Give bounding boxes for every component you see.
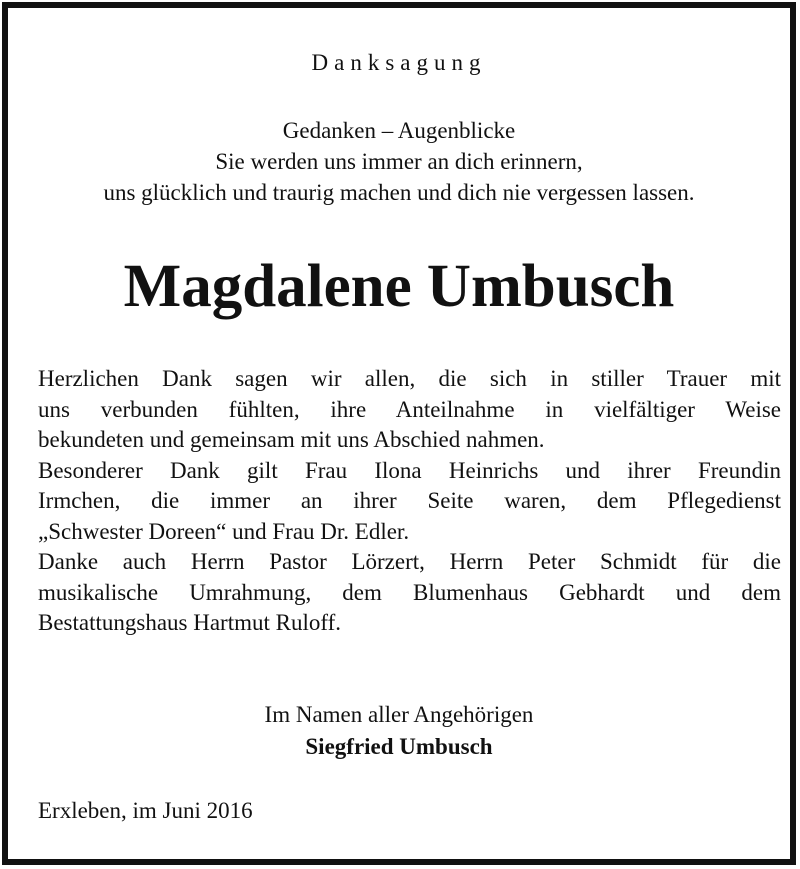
closing-phrase: Im Namen aller Angehörigen [264,702,534,727]
thanks-text [38,364,781,639]
signature-block [8,699,790,763]
thanks-line: Bestattungshaus Hartmut Ruloff. [38,610,342,635]
thanks-line: Besonderer Dank gilt Frau Ilona Heinrichs und ihrer Freundin [38,457,781,483]
place-date: Erxleben, im Juni 2016 [38,798,253,823]
signer-name: Siegfried Umbusch [305,734,493,759]
thanks-line: musikalische Umrahmung, dem Blumenhaus Gebhardt und dem [38,579,781,605]
thanks-line: Irmchen, die immer an ihrer Seite waren, dem Pflegedienst [38,488,781,513]
thanks-line: uns verbunden fühlten, ihre Anteilnahme in vielfältiger Weise [38,396,781,422]
deceased-name: Magdalene Umbusch [123,253,675,320]
memorial-verse [8,115,790,208]
thanks-line: bekundeten und gemeinsam mit uns Abschied nahmen. [38,427,545,452]
obituary-notice [2,2,796,865]
notice-heading: Danksagung [311,50,487,75]
thanks-line: Herzlichen Dank sagen wir allen, die sich in stiller Trauer mit [38,366,781,391]
thanks-line: „Schwester Doreen“ und Frau Dr. Edler. [38,518,410,544]
thanks-line: Danke auch Herrn Pastor Lörzert, Herrn Peter Schmidt für die [38,549,781,574]
verse-line: Gedanken – Augenblicke [282,118,516,143]
verse-line: Sie werden uns immer an dich erinnern, [215,149,583,174]
verse-line: uns glücklich und traurig machen und dich nie vergessen lassen. [103,180,695,205]
